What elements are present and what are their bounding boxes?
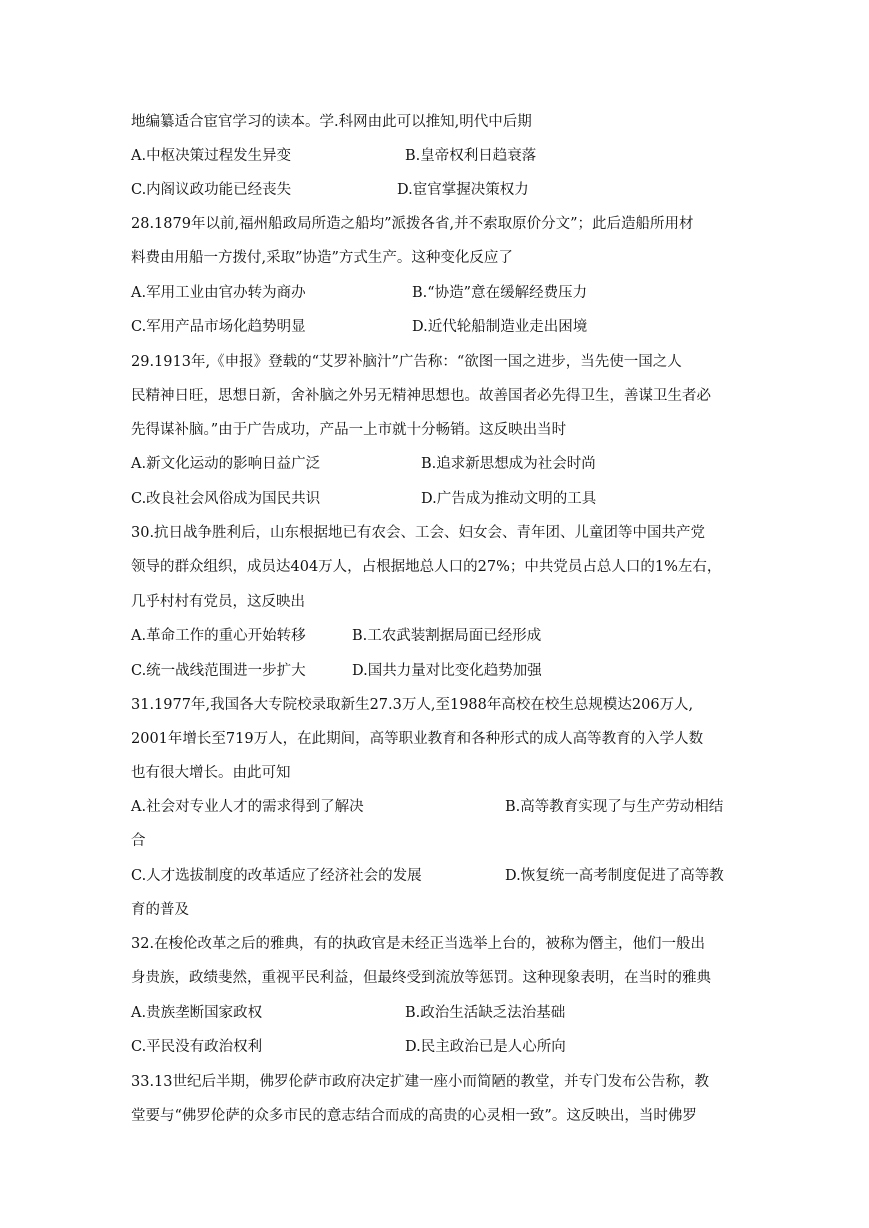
q30-stem-line2: 领导的群众组织，成员达404万人，占根据地总人口的27%；中共党员占总人口的1%左右， bbox=[131, 559, 722, 575]
q29-option-c: C.改良社会风俗成为国民共识 bbox=[131, 491, 321, 507]
q31-stem-line1: 31.1977年,我国各大专院校录取新生27.3万人,至1988年高校在校生总规模达206万人, bbox=[131, 697, 694, 713]
q29-option-a: A.新文化运动的影响日益广泛 bbox=[131, 456, 321, 472]
q27-stem-tail: 地编纂适合宦官学习的读本。学.科网由此可以推知,明代中后期 bbox=[131, 114, 532, 130]
q30-stem-line1: 30.抗日战争胜利后，山东根据地已有农会、工会、妇女会、青年团、儿童团等中国共产党 bbox=[131, 525, 706, 541]
q32-option-d: D.民主政治已是人心所向 bbox=[405, 1039, 566, 1055]
q29-option-b: B.追求新思想成为社会时尚 bbox=[421, 456, 596, 472]
q30-option-d: D.国共力量对比变化趋势加强 bbox=[352, 663, 542, 679]
q29-option-d: D.广告成为推动文明的工具 bbox=[421, 491, 597, 507]
q30-option-c: C.统一战线范围进一步扩大 bbox=[131, 663, 306, 679]
q30-option-b: B.工农武装割据局面已经形成 bbox=[352, 628, 542, 644]
q33-stem-line1: 33.13世纪后半期，佛罗伦萨市政府决定扩建一座小而简陋的教堂，并专门发布公告称，教 bbox=[131, 1074, 710, 1090]
q28-option-d: D.近代轮船制造业走出困境 bbox=[412, 319, 588, 335]
q27-option-a: A.中枢决策过程发生异变 bbox=[131, 148, 292, 164]
q28-option-c: C.军用产品市场化趋势明显 bbox=[131, 319, 306, 335]
q30-stem-line3: 几乎村村有党员，这反映出 bbox=[131, 594, 305, 610]
q28-stem-line2: 料费由用船一方拨付,采取”协造”方式生产。这种变化反应了 bbox=[131, 250, 513, 266]
q30-option-a: A.革命工作的重心开始转移 bbox=[131, 628, 306, 644]
q27-option-c: C.内阁议政功能已经丧失 bbox=[131, 182, 292, 198]
q29-stem-line3: 先得谋补脑。”由于广告成功，产品一上市就十分畅销。这反映出当时 bbox=[131, 422, 567, 438]
q31-option-d-wrap: 育的普及 bbox=[131, 902, 189, 918]
q31-stem-line3: 也有很大增长。由此可知 bbox=[131, 765, 291, 781]
q33-stem-line2: 堂要与“佛罗伦萨的众多市民的意志结合而成的高贵的心灵相一致”。这反映出，当时佛罗 bbox=[131, 1108, 697, 1124]
q31-option-d: D.恢复统一高考制度促进了高等教 bbox=[505, 868, 724, 884]
q28-stem-line1: 28.1879年以前,福州船政局所造之船均”派拨各省,并不索取原价分文”；此后造船所用材 bbox=[131, 216, 694, 232]
q32-option-a: A.贵族垄断国家政权 bbox=[131, 1005, 263, 1021]
q28-option-a: A.军用工业由官办转为商办 bbox=[131, 285, 306, 301]
q29-stem-line2: 民精神日旺，思想日新，舍补脑之外另无精神思想也。故善国者必先得卫生，善谋卫生者必 bbox=[131, 388, 711, 404]
q31-stem-line2: 2001年增长至719万人，在此期间，高等职业教育和各种形式的成人高等教育的入学人数 bbox=[131, 731, 704, 747]
q32-stem-line2: 身贵族，政绩斐然，重视平民利益，但最终受到流放等惩罚。这种现象表明，在当时的雅典 bbox=[131, 970, 711, 986]
q28-option-b: B.“协造”意在缓解经费压力 bbox=[412, 285, 588, 301]
q27-option-b: B.皇帝权利日趋衰落 bbox=[405, 148, 537, 164]
q29-stem-line1: 29.1913年,《申报》登载的“艾罗补脑汁”广告称：“欲图一国之进步，当先使一国之人 bbox=[131, 354, 682, 370]
q32-stem-line1: 32.在梭伦改革之后的雅典，有的执政官是未经正当选举上台的，被称为僭主，他们一般出 bbox=[131, 936, 706, 952]
q31-option-c: C.人才选拔制度的改革适应了经济社会的发展 bbox=[131, 868, 422, 884]
q27-option-d: D.宦官掌握决策权力 bbox=[397, 182, 529, 198]
q32-option-c: C.平民没有政治权利 bbox=[131, 1039, 263, 1055]
q31-option-b: B.高等教育实现了与生产劳动相结 bbox=[505, 799, 724, 815]
q31-option-a: A.社会对专业人才的需求得到了解决 bbox=[131, 799, 364, 815]
q32-option-b: B.政治生活缺乏法治基础 bbox=[405, 1005, 566, 1021]
q31-option-b-wrap: 合 bbox=[131, 833, 146, 849]
